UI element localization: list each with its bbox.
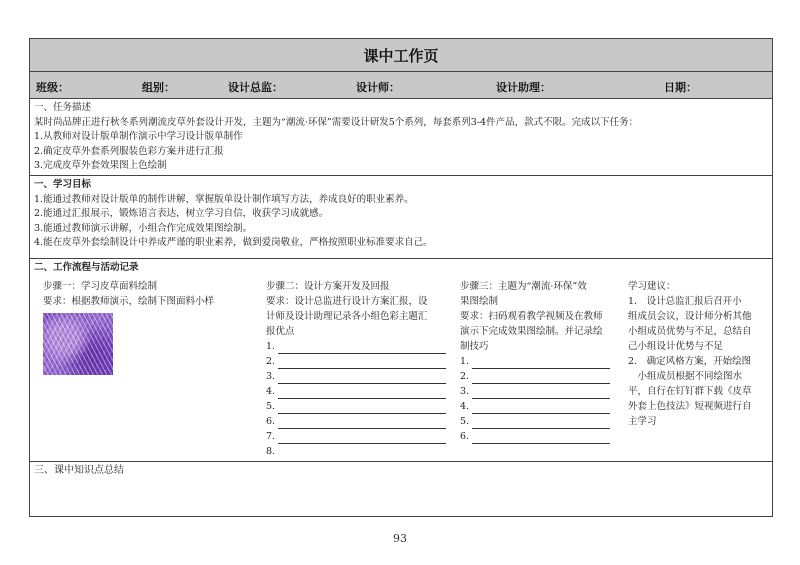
goal-item: 3.能通过教师演示讲解，小组合作完成效果图绘制。 [34, 222, 253, 234]
blank-line[interactable] [472, 357, 610, 369]
blank-line[interactable] [472, 417, 610, 429]
record-line[interactable] [266, 384, 452, 399]
step1-column [43, 279, 253, 375]
blank-line[interactable] [278, 417, 446, 429]
fur-fabric-swatch-image [43, 313, 113, 375]
summary-section [30, 462, 772, 481]
step2-column [266, 279, 452, 459]
worksheet [29, 38, 773, 517]
record-line[interactable] [460, 369, 618, 384]
line-number: 2. [460, 371, 470, 382]
line-number: 4. [460, 401, 470, 412]
line-number: 3. [266, 371, 276, 382]
line-number: 1. [266, 341, 276, 352]
step3-title: 步骤三：主题为“潮流·环保”效 [460, 281, 587, 292]
record-line[interactable] [266, 444, 452, 459]
chief-label: 设计总监： [228, 81, 283, 94]
record-line[interactable] [266, 339, 452, 354]
task-intro: 某时尚品牌正进行秋冬系列潮流皮草外套设计开发，主题为“潮流·环保”需要设计研发5个系列，每套系列3-4件产品，款式不限。完成以下任务： [34, 116, 639, 128]
date-label: 日期： [664, 81, 697, 94]
step2-requirement: 要求：设计总监进行设计方案汇报，设 [266, 296, 428, 307]
step3-requirement: 制技巧 [460, 341, 489, 352]
line-number: 6. [460, 431, 470, 442]
goal-item: 1.能通过教师对设计版单的制作讲解，掌握版单设计制作填写方法，养成良好的职业素养。 [34, 193, 414, 205]
step3-title: 果图绘制 [460, 296, 499, 307]
blank-line[interactable] [278, 432, 446, 444]
advice-line: 小组成员根据不同绘图水 [628, 371, 743, 382]
step2-requirement: 报优点 [266, 326, 295, 337]
line-number: 3. [460, 386, 470, 397]
group-label: 组别： [142, 81, 175, 94]
task-item: 1.从教师对设计版单制作演示中学习设计版单制作 [34, 131, 243, 142]
blank-line[interactable] [278, 402, 446, 414]
line-number: 6. [266, 416, 276, 427]
task-item: 3.完成皮草外套效果图上色绘制 [34, 160, 167, 171]
goal-item: 2.能通过汇报展示，锻炼语言表达，树立学习自信，收获学习成就感。 [34, 208, 329, 219]
blank-line[interactable] [278, 357, 446, 369]
blank-line[interactable] [472, 432, 610, 444]
info-bar [30, 72, 772, 99]
record-line[interactable] [460, 414, 618, 429]
line-number: 2. [266, 356, 276, 367]
blank-line[interactable] [278, 387, 446, 399]
step1-requirement: 要求：根据教师演示，绘制下图面料小样 [43, 296, 215, 307]
designer-label: 设计师： [356, 81, 400, 94]
step3-requirement: 要求：扫码观看教学视频及在教师 [460, 311, 603, 322]
record-line[interactable] [460, 399, 618, 414]
blank-line[interactable] [472, 402, 610, 414]
blank-line[interactable] [472, 387, 610, 399]
blank-line[interactable] [278, 372, 446, 384]
advice-line: 外套上色技法》短视频进行自 [628, 401, 752, 412]
goal-item: 4.能在皮草外套绘制设计中养成严谨的职业素养，做到爱岗敬业，严格按照职业标准要求自己。 [34, 237, 433, 248]
record-line[interactable] [460, 384, 618, 399]
advice-line: 平，自行在钉钉群下载《皮草 [628, 386, 752, 397]
advice-line: 1. 设计总监汇报后召开小 [628, 296, 742, 307]
task-item: 2.确定皮草外套系列服装色彩方案并进行汇报 [34, 145, 224, 157]
line-number: 8. [266, 446, 276, 457]
advice-line: 主学习 [628, 416, 657, 427]
record-line[interactable] [460, 354, 618, 369]
line-number: 5. [460, 416, 470, 427]
record-line[interactable] [266, 429, 452, 444]
line-number: 5. [266, 401, 276, 412]
step3-column [460, 279, 618, 444]
page-number: 93 [393, 532, 407, 545]
record-line[interactable] [266, 399, 452, 414]
record-line[interactable] [266, 369, 452, 384]
step2-title: 步骤二：设计方案开发及回报 [266, 281, 390, 292]
blank-line[interactable] [278, 342, 446, 354]
step2-requirement: 计师及设计助理记录各小组色彩主题汇 [266, 311, 428, 322]
class-label: 班级： [36, 81, 69, 94]
line-number: 7. [266, 431, 276, 442]
step3-requirement: 演示下完成效果图绘制。并记录绘 [460, 326, 603, 337]
task-section [30, 99, 772, 176]
line-number: 1. [460, 356, 470, 367]
assistant-label: 设计助理： [496, 81, 551, 94]
workflow-heading: 二、工作流程与活动记录 [34, 262, 139, 273]
summary-heading: 三、课中知识点总结 [34, 465, 124, 476]
task-heading: 一、任务描述 [34, 102, 92, 113]
goals-heading: 一、学习目标 [34, 179, 92, 190]
step1-title: 步骤一：学习皮草面料绘制 [43, 281, 158, 292]
goals-section [30, 176, 772, 259]
record-line[interactable] [460, 429, 618, 444]
advice-title: 学习建议： [628, 281, 676, 292]
advice-column [628, 279, 770, 429]
workflow-section [30, 259, 772, 462]
record-line[interactable] [266, 414, 452, 429]
advice-line: 己小组设计优势与不足 [628, 341, 724, 352]
advice-line: 2. 确定风格方案，开始绘图 [628, 356, 752, 367]
line-number: 4. [266, 386, 276, 397]
advice-line: 小组成员优势与不足，总结自 [628, 326, 752, 337]
advice-line: 组成员会议，设计师分析其他 [628, 311, 752, 322]
page-title: 课中工作页 [30, 39, 772, 72]
record-line[interactable] [266, 354, 452, 369]
blank-line[interactable] [472, 372, 610, 384]
